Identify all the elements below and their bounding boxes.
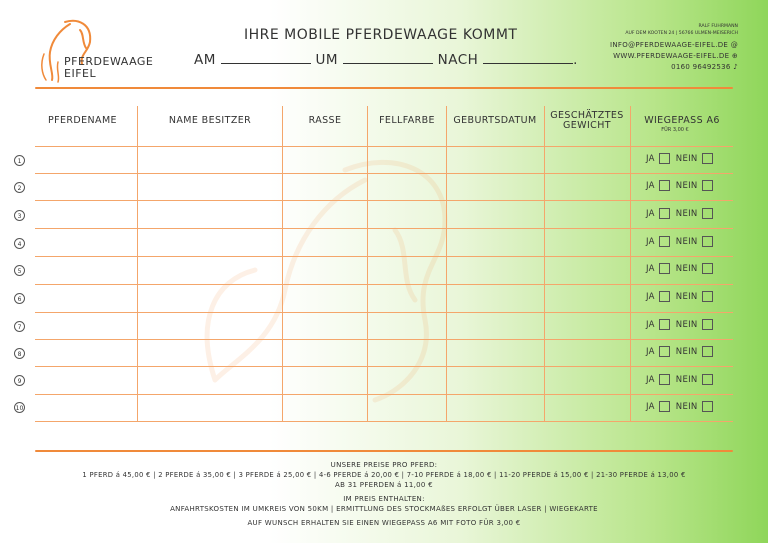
wiegepass-choice xyxy=(646,180,713,191)
included-title: IM PREIS ENTHALTEN: xyxy=(343,495,425,503)
row-number: 2 xyxy=(14,182,25,193)
brand-line2: EIFEL xyxy=(64,67,97,80)
contact-address: AUF DEM KOOTEN 24 | 56766 ULMEN-MEISERICH xyxy=(625,31,738,36)
column-divider xyxy=(367,106,368,422)
nach-label: NACH xyxy=(437,52,479,68)
row-number: 6 xyxy=(14,293,25,304)
ja-checkbox[interactable] xyxy=(659,346,670,357)
page-title: IHRE MOBILE PFERDEWAAGE KOMMT xyxy=(244,27,518,43)
row-number: 10 xyxy=(14,402,25,413)
row-divider xyxy=(35,284,733,285)
ja-label: JA xyxy=(646,375,655,385)
nein-checkbox[interactable] xyxy=(702,180,713,191)
header-pferdename: PFERDENAME xyxy=(48,115,117,126)
wiegepass-choice xyxy=(646,374,713,385)
am-label: AM xyxy=(194,52,216,68)
row-divider xyxy=(35,256,733,257)
header-wiegepass: WIEGEPASS A6 xyxy=(644,115,720,126)
dateline xyxy=(194,51,578,68)
row-number: 1 xyxy=(14,155,25,166)
header-rasse: RASSE xyxy=(308,115,342,126)
nein-checkbox[interactable] xyxy=(702,346,713,357)
ja-label: JA xyxy=(646,402,655,412)
header-gewicht-line1: GESCHÄTZTES xyxy=(550,110,624,121)
wiegepass-choice xyxy=(646,319,713,330)
brand-line1: PFERDEWAAGE xyxy=(64,55,154,68)
row-divider xyxy=(35,200,733,201)
nein-checkbox[interactable] xyxy=(702,153,713,164)
time-blank xyxy=(343,51,433,64)
ja-checkbox[interactable] xyxy=(659,180,670,191)
nein-checkbox[interactable] xyxy=(702,263,713,274)
prices-title: UNSERE PREISE PRO PFERD: xyxy=(330,461,438,469)
nein-label: NEIN xyxy=(675,181,698,191)
ja-checkbox[interactable] xyxy=(659,236,670,247)
row-divider xyxy=(35,394,733,395)
nein-checkbox[interactable] xyxy=(702,208,713,219)
row-number: 3 xyxy=(14,210,25,221)
prices-line2: AB 31 PFERDEN á 11,00 € xyxy=(335,481,433,489)
nein-label: NEIN xyxy=(675,237,698,247)
nein-checkbox[interactable] xyxy=(702,401,713,412)
contact-website[interactable]: WWW.PFERDEWAAGE-EIFEL.DE xyxy=(613,52,730,60)
nein-label: NEIN xyxy=(675,264,698,274)
contact-phone[interactable]: 0160 96492536 xyxy=(671,63,731,71)
row-number: 8 xyxy=(14,348,25,359)
wiegepass-choice xyxy=(646,291,713,302)
header-gewicht-line2: GEWICHT xyxy=(563,120,611,131)
brand-name xyxy=(64,56,153,80)
nein-label: NEIN xyxy=(675,209,698,219)
row-number: 9 xyxy=(14,375,25,386)
contact-block xyxy=(610,23,738,73)
nein-checkbox[interactable] xyxy=(702,374,713,385)
column-divider xyxy=(544,106,545,422)
ja-label: JA xyxy=(646,237,655,247)
row-divider xyxy=(35,312,733,313)
ja-checkbox[interactable] xyxy=(659,263,670,274)
row-divider xyxy=(35,173,733,174)
wiegepass-offer: AUF WUNSCH ERHALTEN SIE EINEN WIEGEPASS A6 MIT FOTO FÜR 3,00 € xyxy=(247,519,521,527)
bottom-divider xyxy=(35,450,733,452)
nein-label: NEIN xyxy=(675,347,698,357)
row-divider xyxy=(35,421,733,422)
ja-label: JA xyxy=(646,154,655,164)
globe-icon: ⊕ xyxy=(731,52,738,60)
nein-label: NEIN xyxy=(675,292,698,302)
at-icon: @ xyxy=(730,41,738,49)
nein-label: NEIN xyxy=(675,320,698,330)
header-gewicht xyxy=(545,111,629,131)
prices-line1: 1 PFERD á 45,00 € | 2 PFERDE á 35,00 € | 3 PFERDE á 25,00 € | 4-6 PFERDE á 20,00 € | 7-10 PFERDE á 18,00 € | 11-20 PFERDE á 15,00 € | 21-30 PFERDE á 13,00 € xyxy=(82,471,686,479)
wiegepass-choice xyxy=(646,208,713,219)
row-number: 4 xyxy=(14,238,25,249)
contact-email[interactable]: INFO@PFERDEWAAGE-EIFEL.DE xyxy=(610,41,729,49)
ja-checkbox[interactable] xyxy=(659,153,670,164)
wiegepass-choice xyxy=(646,263,713,274)
contact-name: RALF FUHRMANN xyxy=(698,24,738,29)
header-wiegepass-sub: FÜR 3,00 € xyxy=(661,127,689,133)
ja-label: JA xyxy=(646,347,655,357)
um-label: UM xyxy=(315,52,339,68)
wiegepass-choice xyxy=(646,236,713,247)
wiegepass-choice xyxy=(646,153,713,164)
column-divider xyxy=(282,106,283,422)
wiegepass-choice xyxy=(646,346,713,357)
ja-label: JA xyxy=(646,209,655,219)
date-blank xyxy=(221,51,311,64)
header-geburtsdatum: GEBURTSDATUM xyxy=(453,115,537,126)
wiegepass-choice xyxy=(646,401,713,412)
header-besitzer: NAME BESITZER xyxy=(168,115,252,126)
column-divider xyxy=(137,106,138,422)
ja-checkbox[interactable] xyxy=(659,319,670,330)
nein-checkbox[interactable] xyxy=(702,319,713,330)
row-divider xyxy=(35,366,733,367)
included-line: ANFAHRTSKOSTEN IM UMKREIS VON 50KM | ERMITTLUNG DES STOCKMAßES ERFOLGT ÜBER LASER | WIEGEKARTE xyxy=(170,505,598,513)
ja-label: JA xyxy=(646,264,655,274)
ja-checkbox[interactable] xyxy=(659,401,670,412)
phone-icon: ♪ xyxy=(733,63,738,71)
row-number: 7 xyxy=(14,321,25,332)
ja-checkbox[interactable] xyxy=(659,374,670,385)
ja-label: JA xyxy=(646,320,655,330)
ja-label: JA xyxy=(646,181,655,191)
ja-checkbox[interactable] xyxy=(659,291,670,302)
nein-checkbox[interactable] xyxy=(702,291,713,302)
top-divider xyxy=(35,87,733,89)
row-divider xyxy=(35,339,733,340)
ja-checkbox[interactable] xyxy=(659,208,670,219)
dateline-period: . xyxy=(573,52,578,68)
row-divider xyxy=(35,146,733,147)
ja-label: JA xyxy=(646,292,655,302)
row-divider xyxy=(35,228,733,229)
column-divider xyxy=(630,106,631,422)
place-blank xyxy=(483,51,573,64)
nein-label: NEIN xyxy=(675,375,698,385)
column-divider xyxy=(446,106,447,422)
horse-watermark-icon xyxy=(195,150,465,410)
header-fellfarbe: FELLFARBE xyxy=(379,115,435,126)
nein-checkbox[interactable] xyxy=(702,236,713,247)
nein-label: NEIN xyxy=(675,154,698,164)
row-number: 5 xyxy=(14,265,25,276)
nein-label: NEIN xyxy=(675,402,698,412)
